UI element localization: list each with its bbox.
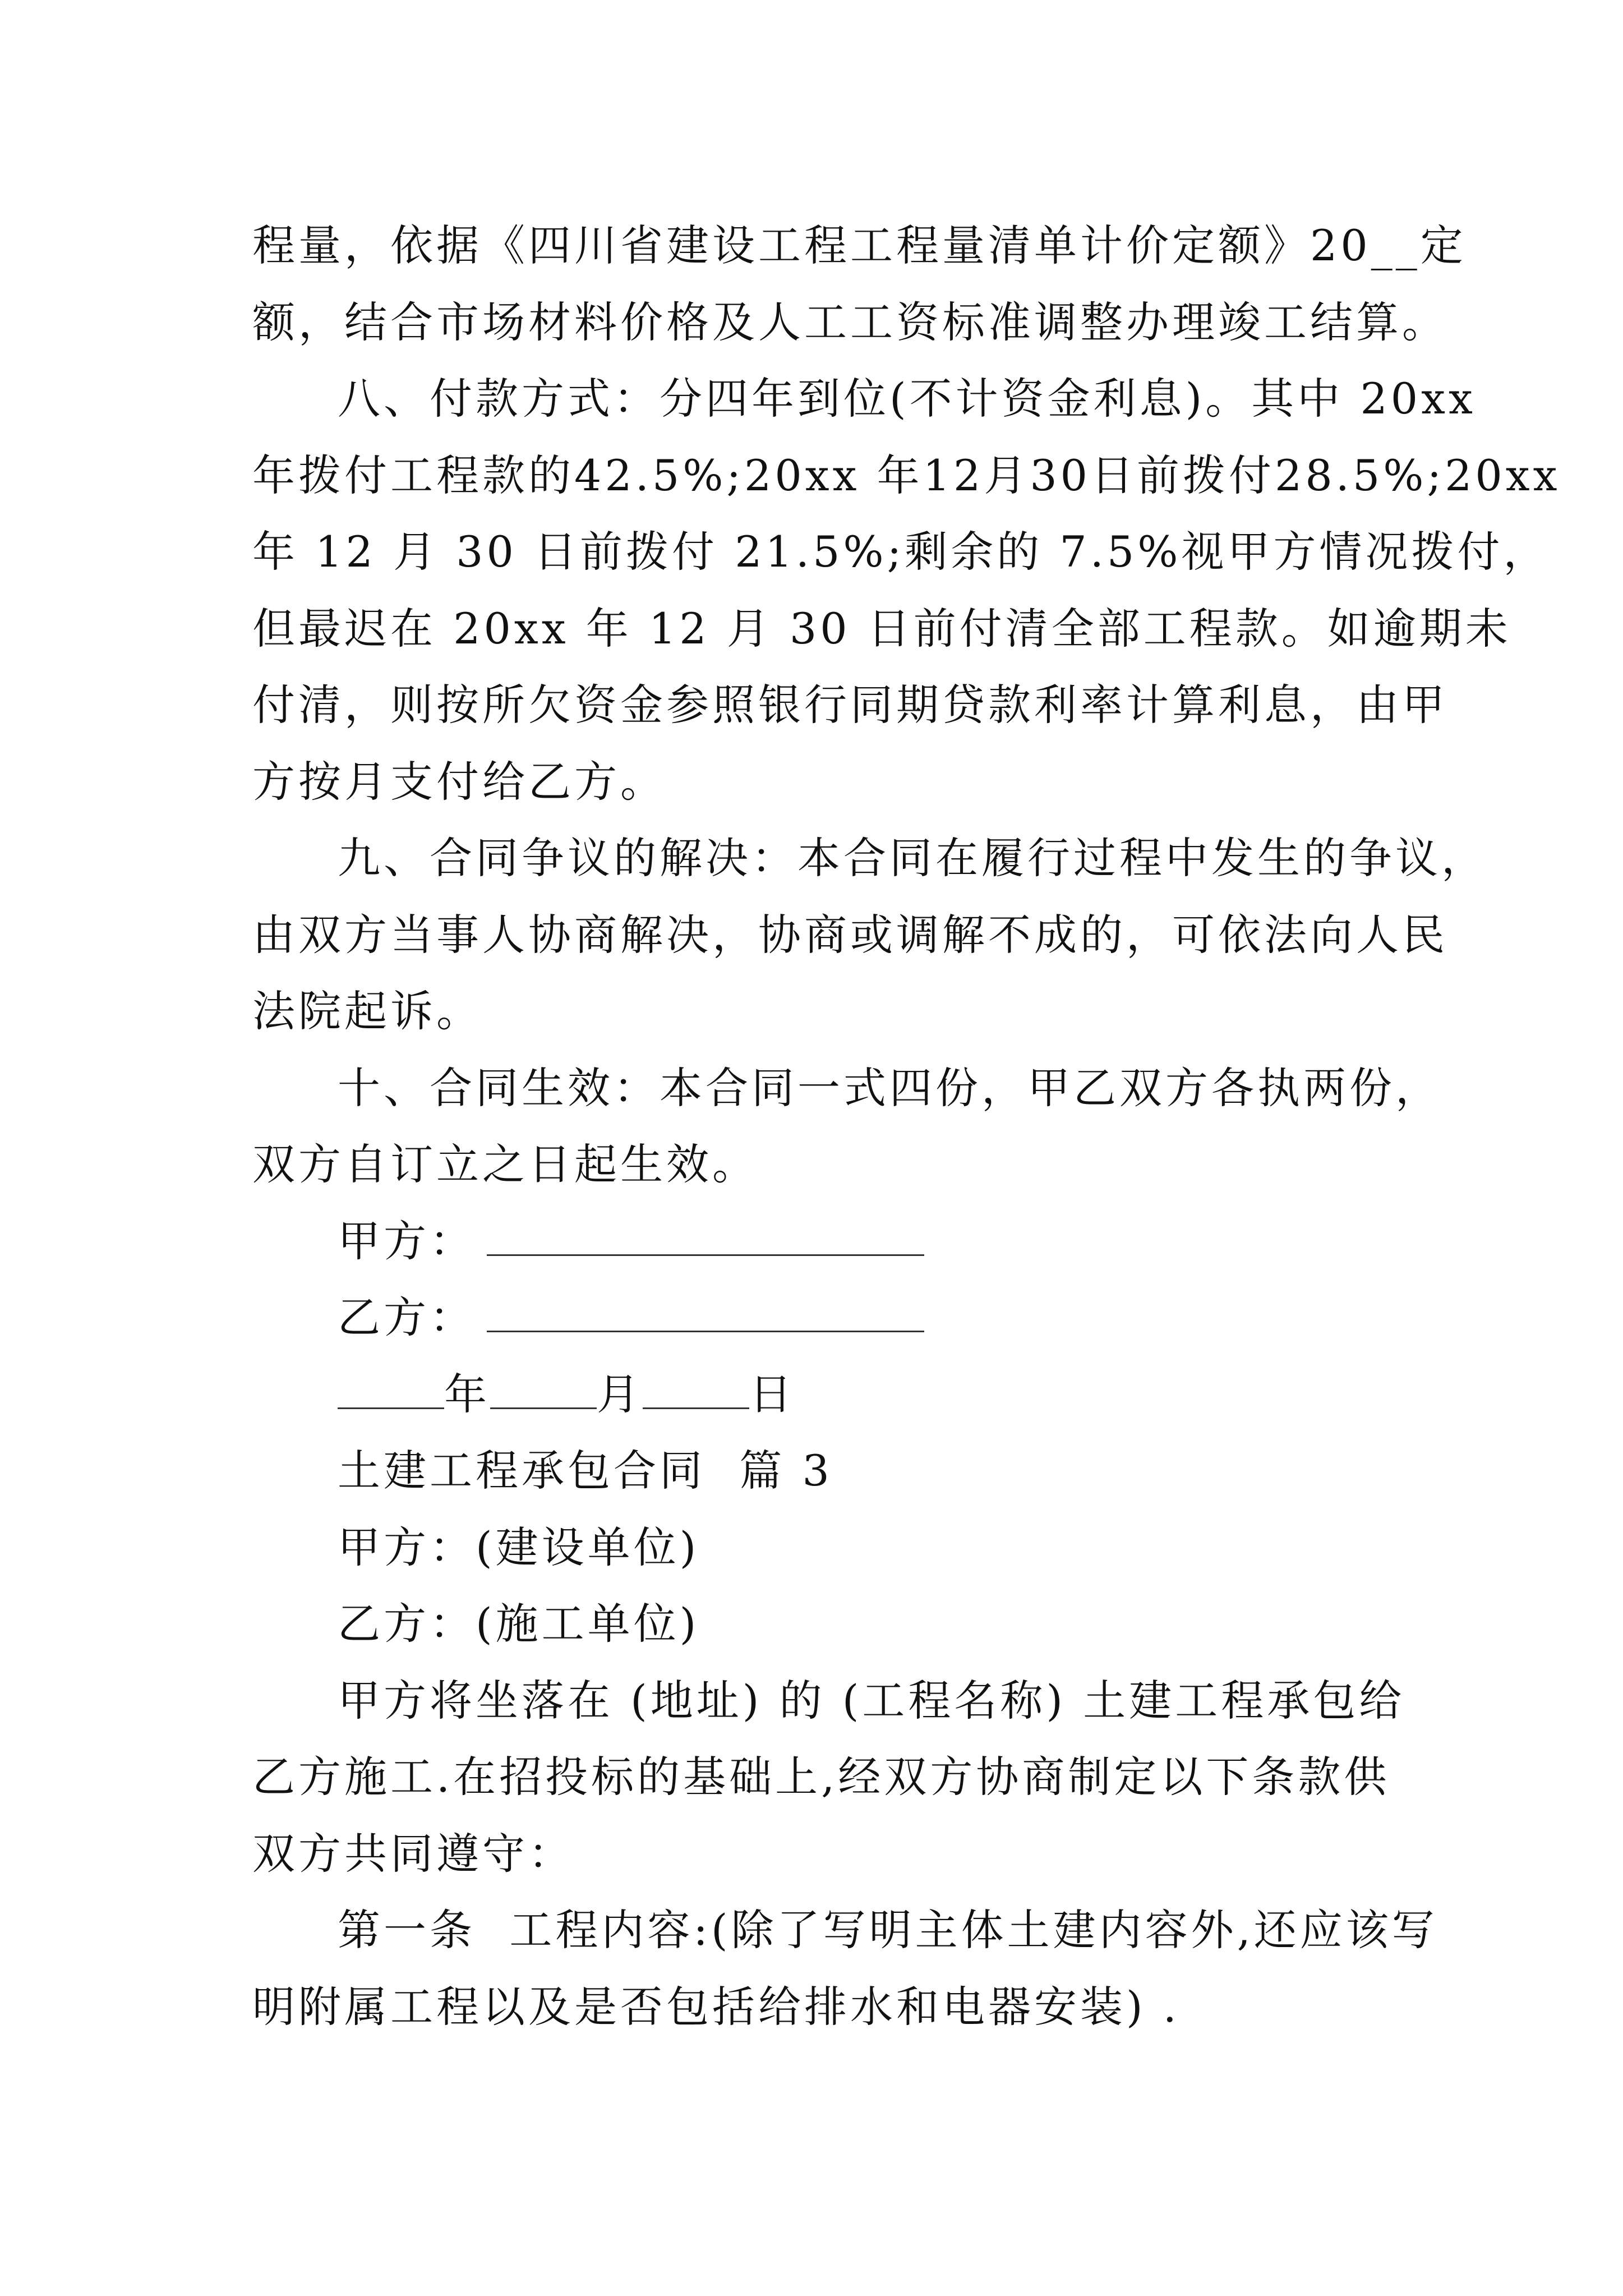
intro-line: 双方共同遵守： bbox=[252, 1828, 574, 1879]
day-blank[interactable] bbox=[643, 1374, 749, 1409]
party-a-line: 甲方：(建设单位) bbox=[338, 1522, 700, 1572]
section-title: 土建工程承包合同 篇 3 bbox=[338, 1446, 833, 1496]
paragraph-line: 但最迟在 20xx 年 12 月 30 日前付清全部工程款。如逾期未 bbox=[252, 603, 1511, 654]
party-a-label: 甲方： bbox=[338, 1216, 476, 1266]
paragraph-line: 十、合同生效：本合同一式四份，甲乙双方各执两份， bbox=[338, 1062, 1441, 1113]
document-page bbox=[252, 208, 1561, 2045]
year-blank[interactable] bbox=[338, 1374, 444, 1409]
month-blank[interactable] bbox=[490, 1374, 597, 1409]
paragraph-line: 额，结合市场材料价格及人工工资标准调整办理竣工结算。 bbox=[252, 297, 1448, 347]
paragraph-line: 方按月支付给乙方。 bbox=[252, 756, 666, 807]
day-label: 日 bbox=[749, 1369, 795, 1419]
party-a-signature-blank[interactable] bbox=[487, 1221, 924, 1256]
month-label: 月 bbox=[597, 1369, 643, 1419]
paragraph-line: 由双方当事人协商解决，协商或调解不成的，可依法向人民 bbox=[252, 909, 1448, 960]
paragraph-line: 八、付款方式：分四年到位(不计资金利息)。其中 20xx bbox=[338, 374, 1476, 424]
paragraph-line: 九、合同争议的解决：本合同在履行过程中发生的争议， bbox=[338, 833, 1487, 883]
article-line: 明附属工程以及是否包括给排水和电器安装) . bbox=[252, 1981, 1180, 2032]
paragraph-line: 付清，则按所欠资金参照银行同期贷款利率计算利息，由甲 bbox=[252, 680, 1448, 730]
paragraph-line: 程量，依据《四川省建设工程工程量清单计价定额》20__定 bbox=[252, 220, 1467, 270]
party-b-label: 乙方： bbox=[338, 1292, 476, 1342]
party-a-signature-row bbox=[252, 1203, 1380, 1280]
article-line: 第一条 工程内容:(除了写明主体土建内容外,还应该写 bbox=[338, 1905, 1438, 1955]
paragraph-line: 年 12 月 30 日前拨付 21.5%;剩余的 7.5%视甲方情况拨付， bbox=[252, 527, 1550, 577]
party-b-line: 乙方：(施工单位) bbox=[338, 1599, 700, 1649]
paragraph-line: 年拨付工程款的42.5%;20xx 年12月30日前拨付28.5%;20xx bbox=[252, 450, 1561, 500]
party-b-signature-blank[interactable] bbox=[487, 1297, 924, 1332]
intro-line: 乙方施工.在招投标的基础上,经双方协商制定以下条款供 bbox=[252, 1752, 1390, 1802]
date-row bbox=[252, 1356, 1380, 1433]
paragraph-line: 双方自订立之日起生效。 bbox=[252, 1139, 758, 1189]
paragraph-line: 法院起诉。 bbox=[252, 986, 482, 1036]
party-b-signature-row bbox=[252, 1280, 1380, 1356]
year-label: 年 bbox=[444, 1369, 490, 1419]
intro-line: 甲方将坐落在 (地址) 的 (工程名称) 土建工程承包给 bbox=[338, 1675, 1405, 1726]
